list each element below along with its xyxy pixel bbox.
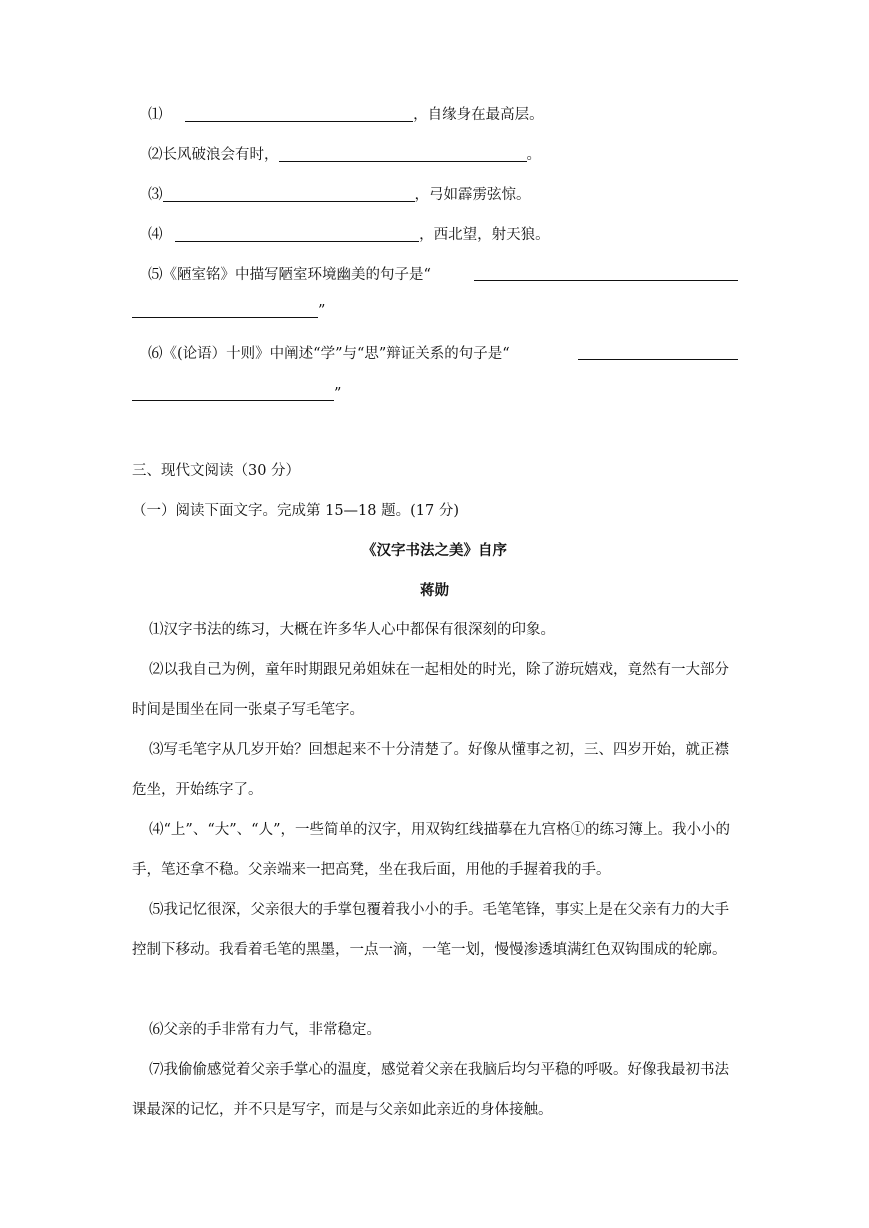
question-4 [148,224,550,246]
paragraph-5: ⑸我记忆很深，父亲很大的手掌包覆着我小小的手。毛笔笔锋，事实上是在父亲有力的大手控制下移动。我看着毛笔的黑墨，一点一滴，一笔一划，慢慢渗透填满红色双钩围成的轮廓。 [132,902,729,958]
question-number: ⑷ [148,227,163,243]
question-5-cont [132,300,325,322]
answer-blank-line1[interactable] [474,264,738,281]
answer-blank[interactable] [185,105,413,122]
answer-blank-line2[interactable] [132,384,334,401]
article-author: 蒋勋 [420,582,449,599]
answer-blank[interactable] [175,225,419,242]
question-3 [148,184,531,206]
question-text-end: 。 [526,147,541,163]
paragraph-2: ⑵以我自己为例，童年时期跟兄弟姐妹在一起相处的时光，除了游玩嬉戏，竟然有一大部分时间是围坐在同一张桌子写毛笔字。 [132,662,729,718]
paragraph-3: ⑶写毛笔字从几岁开始？回想起来不十分清楚了。好像从懂事之初，三、四岁开始，就正襟危坐，开始练字了。 [132,742,729,798]
question-text: ，弓如霹雳弦惊。 [414,187,531,203]
question-6 [148,343,510,365]
section-heading: 三、现代文阅读（30 分） [132,463,301,479]
paragraph-7: ⑺我偷偷感觉着父亲手掌心的温度，感觉着父亲在我脑后均匀平稳的呼吸。好像我最初书法课最深的记忆，并不只是写字，而是与父亲如此亲近的身体接触。 [132,1062,729,1118]
question-text: ⑵长风破浪会有时， [148,147,279,163]
answer-blank[interactable] [163,185,415,202]
paragraph-4: ⑷“上”、“大”、“人”，一些简单的汉字，用双钩红线描摹在九宫格①的练习簿上。我小小的手，笔还拿不稳。父亲端来一把高凳，坐在我后面，用他的手握着我的手。 [132,822,730,878]
question-text: ⑸《陋室铭》中描写陋室环境幽美的句子是“ [148,267,431,283]
question-2 [148,144,541,166]
question-6-cont [132,383,341,405]
question-number: ⑶ [148,187,163,203]
answer-blank-line1[interactable] [578,343,738,360]
closing-quote: ” [318,303,326,319]
question-text: ⑹《(论语）十则》中阐述“学”与“思”辩证关系的句子是“ [148,346,510,362]
paragraph-6: ⑹父亲的手非常有力气，非常稳定。 [149,1022,381,1038]
closing-quote: ” [334,386,342,402]
question-text: ，自缘身在最高层。 [413,107,544,123]
answer-blank[interactable] [279,145,527,162]
question-text: ，西北望，射天狼。 [419,227,550,243]
sub-heading: （一）阅读下面文字。完成第 15—18 题。(17 分) [132,503,459,519]
answer-blank-line2[interactable] [132,301,318,318]
question-1 [148,104,544,126]
article-title: 《汉字书法之美》自序 [362,542,507,559]
question-5 [148,264,431,286]
question-number: ⑴ [148,107,163,123]
paragraph-1: ⑴汉字书法的练习，大概在许多华人心中都保有很深刻的印象。 [149,622,555,638]
